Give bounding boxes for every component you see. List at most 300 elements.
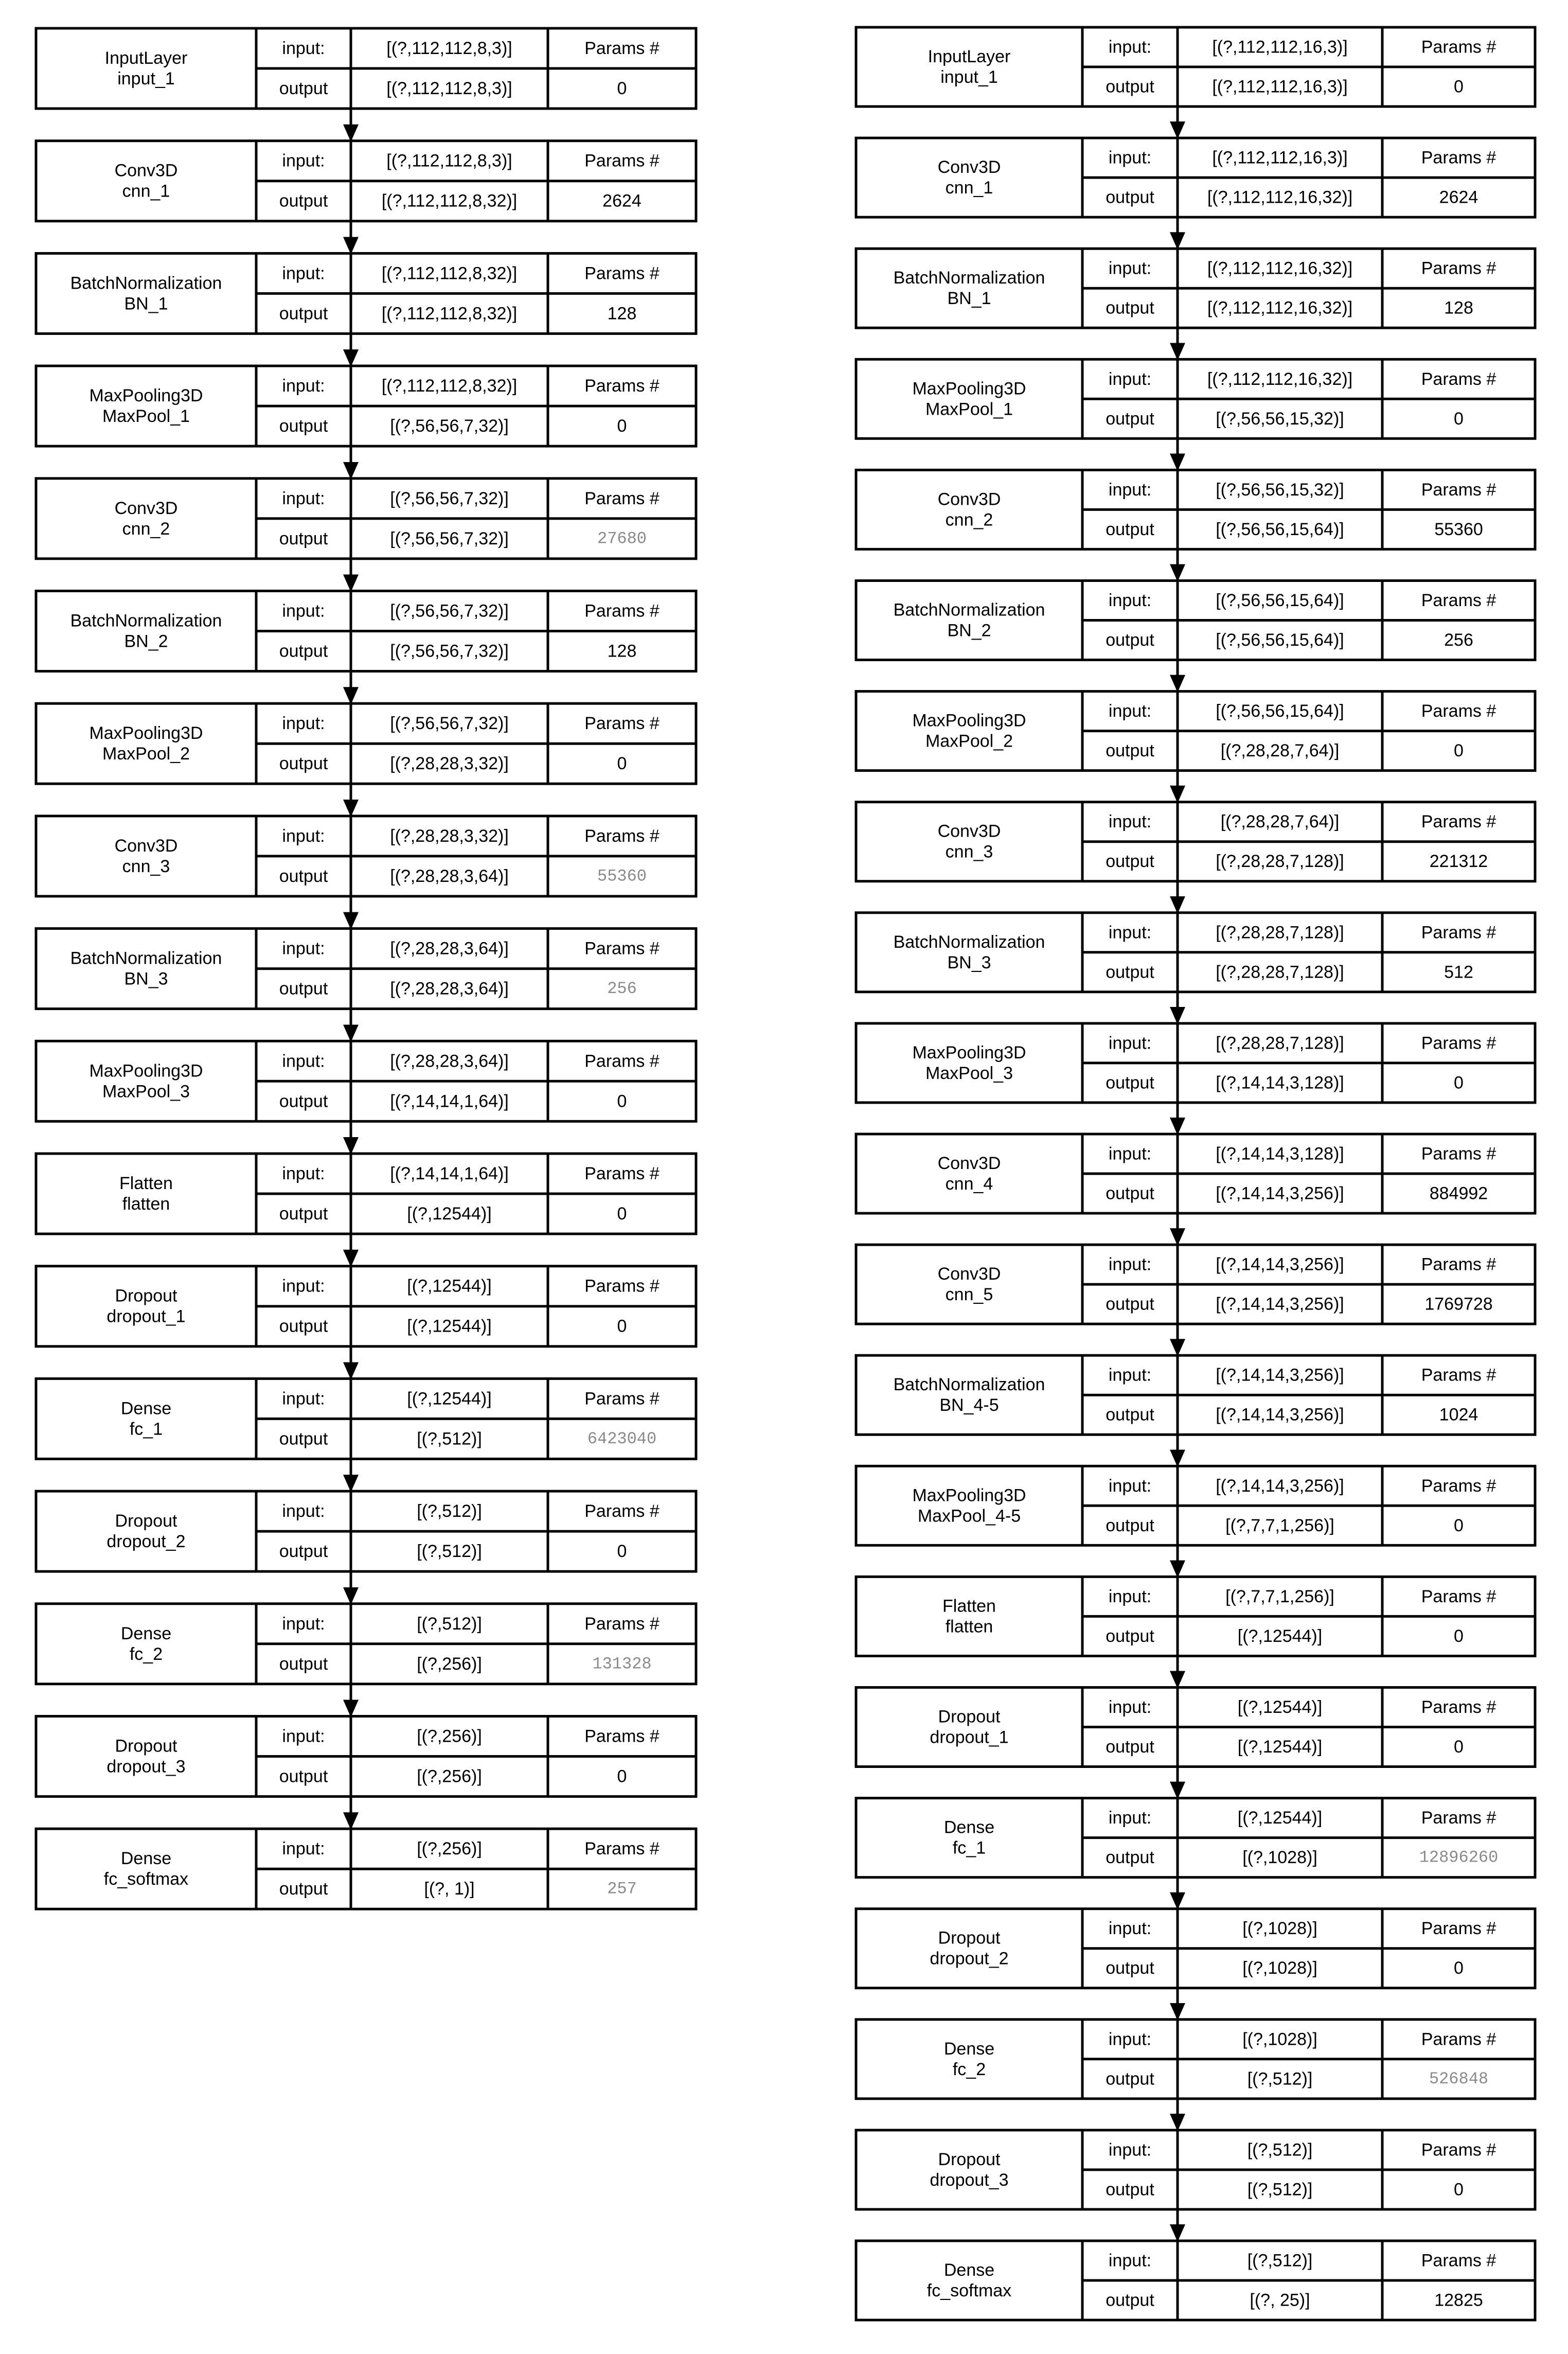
layer-name-label: MaxPool_2 [102, 744, 190, 764]
right-layer-input-1 [856, 27, 1535, 107]
layer-type-label: Dense [120, 1623, 172, 1643]
input-label: input: [1108, 148, 1152, 168]
input-shape: [(?,112,112,16,3)] [1212, 148, 1348, 168]
output-label: output [279, 641, 328, 661]
output-shape: [(?,28,28,7,128)] [1216, 962, 1344, 982]
left-layer-cnn-2 [36, 479, 696, 559]
params-header: Params # [584, 376, 660, 396]
output-label: output [279, 1879, 328, 1899]
input-label: input: [1108, 591, 1152, 610]
output-label: output [1106, 77, 1154, 97]
output-shape: [(?,56,56,7,32)] [390, 416, 509, 436]
output-shape: [(?,14,14,3,256)] [1216, 1405, 1344, 1425]
output-shape: [(?,28,28,3,32)] [390, 754, 509, 774]
params-value: 0 [1454, 1626, 1464, 1646]
output-label: output [1106, 852, 1154, 872]
input-shape: [(?,14,14,3,128)] [1216, 1144, 1344, 1164]
params-header: Params # [1421, 2251, 1496, 2271]
input-shape: [(?,12544)] [407, 1276, 492, 1296]
output-label: output [1106, 962, 1154, 982]
layer-name-label: BN_2 [947, 621, 991, 641]
input-label: input: [1108, 1365, 1152, 1385]
layer-name-label: fc_softmax [926, 2281, 1012, 2300]
layer-name-label: fc_2 [129, 1644, 163, 1664]
layer-name-label: fc_1 [129, 1419, 163, 1439]
params-value: 256 [607, 979, 637, 999]
layer-type-label: Conv3D [114, 836, 178, 856]
left-layer-flatten [36, 1154, 696, 1234]
right-layer-fc-softmax [856, 2241, 1535, 2320]
layer-name-label: dropout_2 [106, 1532, 186, 1552]
input-label: input: [282, 1051, 325, 1071]
layer-type-label: Flatten [942, 1596, 996, 1616]
left-layer-dropout-3 [36, 1716, 696, 1797]
layer-type-label: Dropout [115, 1286, 177, 1306]
input-shape: [(?,112,112,8,3)] [386, 151, 512, 171]
layer-type-label: Conv3D [937, 1264, 1001, 1284]
right-layer-maxpool-1 [856, 359, 1535, 438]
params-header: Params # [1421, 701, 1496, 721]
params-value: 0 [1454, 741, 1464, 761]
layer-type-label: InputLayer [104, 48, 188, 68]
right-layer-cnn-1 [856, 138, 1535, 217]
params-header: Params # [584, 1726, 660, 1746]
params-value: 0 [1454, 2180, 1464, 2200]
layer-name-label: BN_1 [124, 294, 168, 314]
params-value: 0 [1454, 1515, 1464, 1535]
output-shape: [(?,56,56,7,32)] [390, 641, 509, 661]
layer-name-label: BN_4-5 [939, 1395, 999, 1415]
params-value: 884992 [1429, 1183, 1488, 1203]
params-value: 2624 [602, 191, 642, 211]
params-value: 0 [617, 754, 627, 774]
right-layer-cnn-5 [856, 1245, 1535, 1324]
params-value: 12825 [1434, 2290, 1483, 2310]
input-shape: [(?,1028)] [1242, 2029, 1317, 2049]
layer-type-label: MaxPooling3D [89, 723, 203, 744]
output-label: output [279, 1204, 328, 1224]
output-label: output [1106, 1294, 1154, 1314]
params-header: Params # [1421, 2029, 1496, 2049]
output-shape: [(?,28,28,3,64)] [390, 866, 509, 886]
output-shape: [(?,112,112,16,3)] [1212, 77, 1348, 97]
left-layer-bn-1 [36, 253, 696, 333]
layer-name-label: MaxPool_3 [925, 1063, 1013, 1083]
output-shape: [(?,28,28,7,64)] [1220, 741, 1340, 761]
input-shape: [(?,256)] [417, 1839, 482, 1859]
params-value: 128 [607, 304, 637, 324]
layer-type-label: Dropout [938, 1707, 1001, 1727]
layer-type-label: Dense [943, 2039, 995, 2059]
output-label: output [1106, 1515, 1154, 1535]
input-shape: [(?,56,56,15,32)] [1216, 480, 1344, 500]
input-label: input: [282, 376, 325, 396]
input-label: input: [1108, 1697, 1152, 1717]
layer-name-label: MaxPool_1 [925, 399, 1013, 419]
params-value: 0 [1454, 1737, 1464, 1757]
input-label: input: [1108, 369, 1152, 389]
params-value: 55360 [597, 866, 647, 886]
input-label: input: [282, 939, 325, 959]
params-value: 0 [1454, 1958, 1464, 1978]
input-shape: [(?,14,14,3,256)] [1216, 1254, 1344, 1275]
layer-name-label: flatten [122, 1194, 170, 1214]
layer-type-label: Dropout [938, 2149, 1001, 2169]
layer-name-label: fc_softmax [103, 1869, 189, 1889]
layer-type-label: Conv3D [114, 498, 178, 518]
params-value: 0 [617, 1091, 627, 1111]
output-shape: [(?,56,56,7,32)] [390, 528, 509, 548]
output-label: output [279, 191, 328, 211]
output-shape: [(?, 25)] [1250, 2290, 1310, 2310]
params-header: Params # [1421, 923, 1496, 943]
layer-type-label: BatchNormalization [893, 600, 1045, 620]
layer-name-label: cnn_3 [122, 856, 170, 876]
layer-name-label: BN_3 [124, 969, 168, 989]
output-shape: [(?,1028)] [1242, 1848, 1317, 1868]
output-shape: [(?,112,112,8,3)] [386, 79, 512, 98]
layer-type-label: Dropout [115, 1511, 177, 1531]
input-label: input: [1108, 258, 1152, 278]
input-label: input: [1108, 37, 1152, 57]
output-shape: [(?,512)] [1247, 2180, 1313, 2200]
output-shape: [(?,512)] [1247, 2069, 1313, 2089]
params-value: 0 [1454, 77, 1464, 97]
layer-type-label: BatchNormalization [893, 1375, 1045, 1395]
input-label: input: [1108, 1476, 1152, 1496]
layer-name-label: fc_1 [952, 1838, 986, 1858]
layer-name-label: dropout_1 [106, 1306, 186, 1326]
right-layer-fc-1 [856, 1798, 1535, 1878]
left-layer-cnn-1 [36, 141, 696, 221]
input-label: input: [1108, 1144, 1152, 1164]
input-shape: [(?,112,112,8,32)] [381, 376, 518, 396]
layer-name-label: cnn_5 [945, 1285, 993, 1305]
params-value: 2624 [1439, 187, 1478, 207]
params-header: Params # [1421, 480, 1496, 500]
input-label: input: [1108, 1033, 1152, 1053]
params-value: 0 [1454, 1073, 1464, 1093]
params-header: Params # [1421, 1586, 1496, 1606]
output-shape: [(?,12544)] [1237, 1626, 1323, 1646]
left-model-column [36, 28, 696, 1909]
input-label: input: [1108, 1919, 1152, 1939]
input-label: input: [1108, 2251, 1152, 2271]
layer-type-label: Conv3D [937, 489, 1001, 509]
output-shape: [(?,112,112,8,32)] [381, 304, 518, 324]
right-layer-flatten [856, 1577, 1535, 1656]
params-value: 512 [1444, 962, 1473, 982]
input-shape: [(?,512)] [417, 1614, 482, 1634]
params-header: Params # [1421, 369, 1496, 389]
output-label: output [1106, 1073, 1154, 1093]
output-label: output [279, 1766, 328, 1786]
input-shape: [(?,112,112,16,3)] [1212, 37, 1348, 57]
layer-name-label: cnn_2 [122, 519, 170, 539]
output-label: output [279, 1542, 328, 1562]
output-shape: [(?,56,56,15,32)] [1216, 409, 1344, 429]
layer-type-label: Dense [943, 1817, 995, 1837]
layer-name-label: cnn_1 [945, 178, 993, 198]
input-label: input: [1108, 2029, 1152, 2049]
params-header: Params # [1421, 1919, 1496, 1939]
right-layer-dropout-2 [856, 1909, 1535, 1988]
output-label: output [279, 866, 328, 886]
params-value: 12896260 [1419, 1848, 1499, 1867]
params-value: 221312 [1429, 852, 1488, 872]
layer-type-label: Dropout [938, 1928, 1001, 1948]
layer-type-label: MaxPooling3D [912, 1042, 1026, 1063]
input-shape: [(?,56,56,15,64)] [1216, 701, 1344, 721]
input-label: input: [282, 1839, 325, 1859]
params-value: 0 [617, 1542, 627, 1562]
input-shape: [(?,112,112,16,32)] [1207, 258, 1353, 278]
params-header: Params # [1421, 2140, 1496, 2160]
right-layer-maxpool-4-5 [856, 1466, 1535, 1545]
params-value: 0 [1454, 409, 1464, 429]
layer-name-label: MaxPool_2 [925, 731, 1013, 751]
right-layer-bn-2 [856, 581, 1535, 660]
left-layer-maxpool-1 [36, 366, 696, 446]
params-value: 128 [1444, 298, 1473, 318]
layer-type-label: BatchNormalization [70, 611, 222, 631]
output-shape: [(?,112,112,16,32)] [1207, 187, 1353, 207]
output-label: output [279, 979, 328, 999]
params-header: Params # [584, 939, 660, 959]
output-shape: [(?,28,28,3,64)] [390, 979, 509, 999]
input-label: input: [282, 488, 325, 508]
layer-type-label: Conv3D [937, 1154, 1001, 1173]
output-shape: [(?,56,56,15,64)] [1216, 630, 1344, 650]
params-value: 1769728 [1424, 1294, 1493, 1314]
output-shape: [(?,256)] [417, 1654, 482, 1674]
layer-type-label: InputLayer [928, 47, 1011, 66]
right-layer-fc-2 [856, 2020, 1535, 2099]
output-label: output [279, 1654, 328, 1674]
layer-type-label: Dense [943, 2260, 995, 2280]
layer-type-label: MaxPooling3D [89, 1061, 203, 1081]
left-layer-maxpool-2 [36, 703, 696, 784]
right-layer-dropout-3 [856, 2130, 1535, 2209]
params-value: 128 [607, 641, 637, 661]
input-label: input: [1108, 2140, 1152, 2160]
output-label: output [279, 1429, 328, 1449]
input-shape: [(?,28,28,3,32)] [390, 826, 509, 846]
input-shape: [(?,512)] [417, 1501, 482, 1521]
left-layer-fc-1 [36, 1378, 696, 1459]
params-header: Params # [1421, 148, 1496, 168]
layer-name-label: dropout_2 [930, 1949, 1009, 1969]
input-label: input: [282, 601, 325, 621]
params-value: 0 [617, 416, 627, 436]
output-label: output [1106, 519, 1154, 539]
layer-name-label: fc_2 [952, 2059, 986, 2079]
layer-type-label: Dropout [115, 1736, 177, 1756]
output-label: output [279, 754, 328, 774]
layer-name-label: cnn_4 [945, 1174, 993, 1194]
params-header: Params # [584, 826, 660, 846]
layer-type-label: Flatten [119, 1174, 173, 1193]
input-label: input: [1108, 701, 1152, 721]
left-layer-bn-2 [36, 591, 696, 671]
params-value: 257 [607, 1879, 637, 1899]
input-shape: [(?,56,56,7,32)] [390, 488, 509, 508]
output-shape: [(?, 1)] [424, 1879, 475, 1899]
input-shape: [(?,56,56,15,64)] [1216, 591, 1344, 610]
params-header: Params # [584, 1164, 660, 1183]
params-header: Params # [1421, 591, 1496, 610]
right-layer-cnn-4 [856, 1134, 1535, 1213]
layer-type-label: Dense [120, 1399, 172, 1419]
layer-type-label: BatchNormalization [70, 948, 222, 968]
layer-name-label: input_1 [117, 69, 175, 89]
output-shape: [(?,56,56,15,64)] [1216, 519, 1344, 539]
output-label: output [1106, 741, 1154, 761]
layer-name-label: dropout_1 [930, 1727, 1009, 1747]
output-label: output [279, 79, 328, 98]
layer-type-label: MaxPooling3D [89, 386, 203, 406]
right-layer-bn-3 [856, 913, 1535, 992]
layer-name-label: MaxPool_3 [102, 1082, 190, 1102]
input-shape: [(?,14,14,3,256)] [1216, 1476, 1344, 1496]
left-layer-dropout-2 [36, 1491, 696, 1571]
params-value: 0 [617, 1204, 627, 1224]
input-shape: [(?,12544)] [1237, 1808, 1323, 1828]
output-shape: [(?,12544)] [1237, 1737, 1323, 1757]
params-value: 1024 [1439, 1405, 1478, 1425]
input-label: input: [282, 826, 325, 846]
params-header: Params # [584, 601, 660, 621]
output-label: output [1106, 1405, 1154, 1425]
layer-name-label: dropout_3 [106, 1757, 186, 1777]
layer-type-label: Dense [120, 1849, 172, 1869]
output-label: output [1106, 630, 1154, 650]
layer-name-label: BN_3 [947, 952, 991, 972]
params-header: Params # [1421, 258, 1496, 278]
params-header: Params # [1421, 812, 1496, 832]
output-label: output [279, 304, 328, 324]
output-label: output [1106, 1848, 1154, 1868]
output-label: output [1106, 1626, 1154, 1646]
output-shape: [(?,12544)] [407, 1316, 492, 1336]
params-header: Params # [584, 151, 660, 171]
input-shape: [(?,28,28,7,128)] [1216, 923, 1344, 943]
params-value: 0 [617, 1766, 627, 1786]
layer-name-label: cnn_3 [945, 842, 993, 862]
layer-name-label: cnn_2 [945, 510, 993, 530]
output-shape: [(?,12544)] [407, 1204, 492, 1224]
output-label: output [279, 1316, 328, 1336]
input-label: input: [282, 714, 325, 734]
input-shape: [(?,14,14,3,256)] [1216, 1365, 1344, 1385]
output-label: output [1106, 1183, 1154, 1203]
params-header: Params # [1421, 37, 1496, 57]
output-label: output [1106, 1737, 1154, 1757]
params-header: Params # [1421, 1254, 1496, 1275]
params-header: Params # [584, 714, 660, 734]
params-header: Params # [584, 488, 660, 508]
input-shape: [(?,112,112,16,32)] [1207, 369, 1353, 389]
right-layer-dropout-1 [856, 1688, 1535, 1767]
params-header: Params # [584, 39, 660, 58]
input-label: input: [282, 1614, 325, 1634]
params-header: Params # [584, 1051, 660, 1071]
output-label: output [279, 528, 328, 548]
right-layer-maxpool-3 [856, 1023, 1535, 1103]
input-shape: [(?,28,28,7,128)] [1216, 1033, 1344, 1053]
layer-name-label: dropout_3 [930, 2170, 1009, 2190]
output-shape: [(?,112,112,16,32)] [1207, 298, 1353, 318]
params-header: Params # [584, 263, 660, 284]
input-shape: [(?,256)] [417, 1726, 482, 1746]
output-shape: [(?,14,14,3,128)] [1216, 1073, 1344, 1093]
params-value: 0 [617, 79, 627, 98]
output-shape: [(?,28,28,7,128)] [1216, 852, 1344, 872]
layer-name-label: input_1 [940, 67, 998, 87]
params-value: 131328 [592, 1654, 652, 1674]
output-label: output [279, 1091, 328, 1111]
params-value: 55360 [1434, 519, 1483, 539]
output-label: output [1106, 2290, 1154, 2310]
layer-name-label: flatten [945, 1617, 993, 1637]
layer-name-label: BN_2 [124, 631, 168, 651]
params-value: 526848 [1429, 2069, 1489, 2088]
input-label: input: [282, 1389, 325, 1409]
input-shape: [(?,12544)] [1237, 1697, 1323, 1717]
input-label: input: [1108, 923, 1152, 943]
input-shape: [(?,112,112,8,32)] [381, 263, 518, 284]
input-shape: [(?,7,7,1,256)] [1225, 1586, 1334, 1606]
left-layer-dropout-1 [36, 1266, 696, 1347]
params-value: 27680 [597, 529, 647, 548]
input-label: input: [1108, 1808, 1152, 1828]
input-label: input: [1108, 812, 1152, 832]
input-label: input: [282, 263, 325, 284]
params-header: Params # [1421, 1808, 1496, 1828]
input-label: input: [282, 151, 325, 171]
left-layer-maxpool-3 [36, 1041, 696, 1121]
params-header: Params # [1421, 1697, 1496, 1717]
params-value: 256 [1444, 630, 1473, 650]
left-layer-bn-3 [36, 929, 696, 1009]
output-label: output [1106, 187, 1154, 207]
layer-name-label: MaxPool_1 [102, 406, 190, 427]
params-header: Params # [1421, 1144, 1496, 1164]
input-shape: [(?,28,28,7,64)] [1220, 812, 1340, 832]
output-shape: [(?,7,7,1,256)] [1225, 1515, 1334, 1535]
params-header: Params # [584, 1389, 660, 1409]
output-label: output [1106, 2069, 1154, 2089]
left-layer-input-1 [36, 28, 696, 109]
output-shape: [(?,14,14,3,256)] [1216, 1183, 1344, 1203]
layer-type-label: BatchNormalization [893, 932, 1045, 952]
input-shape: [(?,1028)] [1242, 1919, 1317, 1939]
input-shape: [(?,512)] [1247, 2251, 1313, 2271]
output-shape: [(?,14,14,3,256)] [1216, 1294, 1344, 1314]
output-shape: [(?,256)] [417, 1766, 482, 1786]
params-header: Params # [584, 1839, 660, 1859]
input-label: input: [282, 1276, 325, 1296]
params-header: Params # [1421, 1033, 1496, 1053]
output-shape: [(?,512)] [417, 1542, 482, 1562]
layer-type-label: MaxPooling3D [912, 379, 1026, 399]
input-label: input: [282, 1501, 325, 1521]
right-layer-maxpool-2 [856, 692, 1535, 771]
params-header: Params # [584, 1276, 660, 1296]
input-label: input: [1108, 480, 1152, 500]
input-shape: [(?,28,28,3,64)] [390, 939, 509, 959]
params-value: 0 [617, 1316, 627, 1336]
